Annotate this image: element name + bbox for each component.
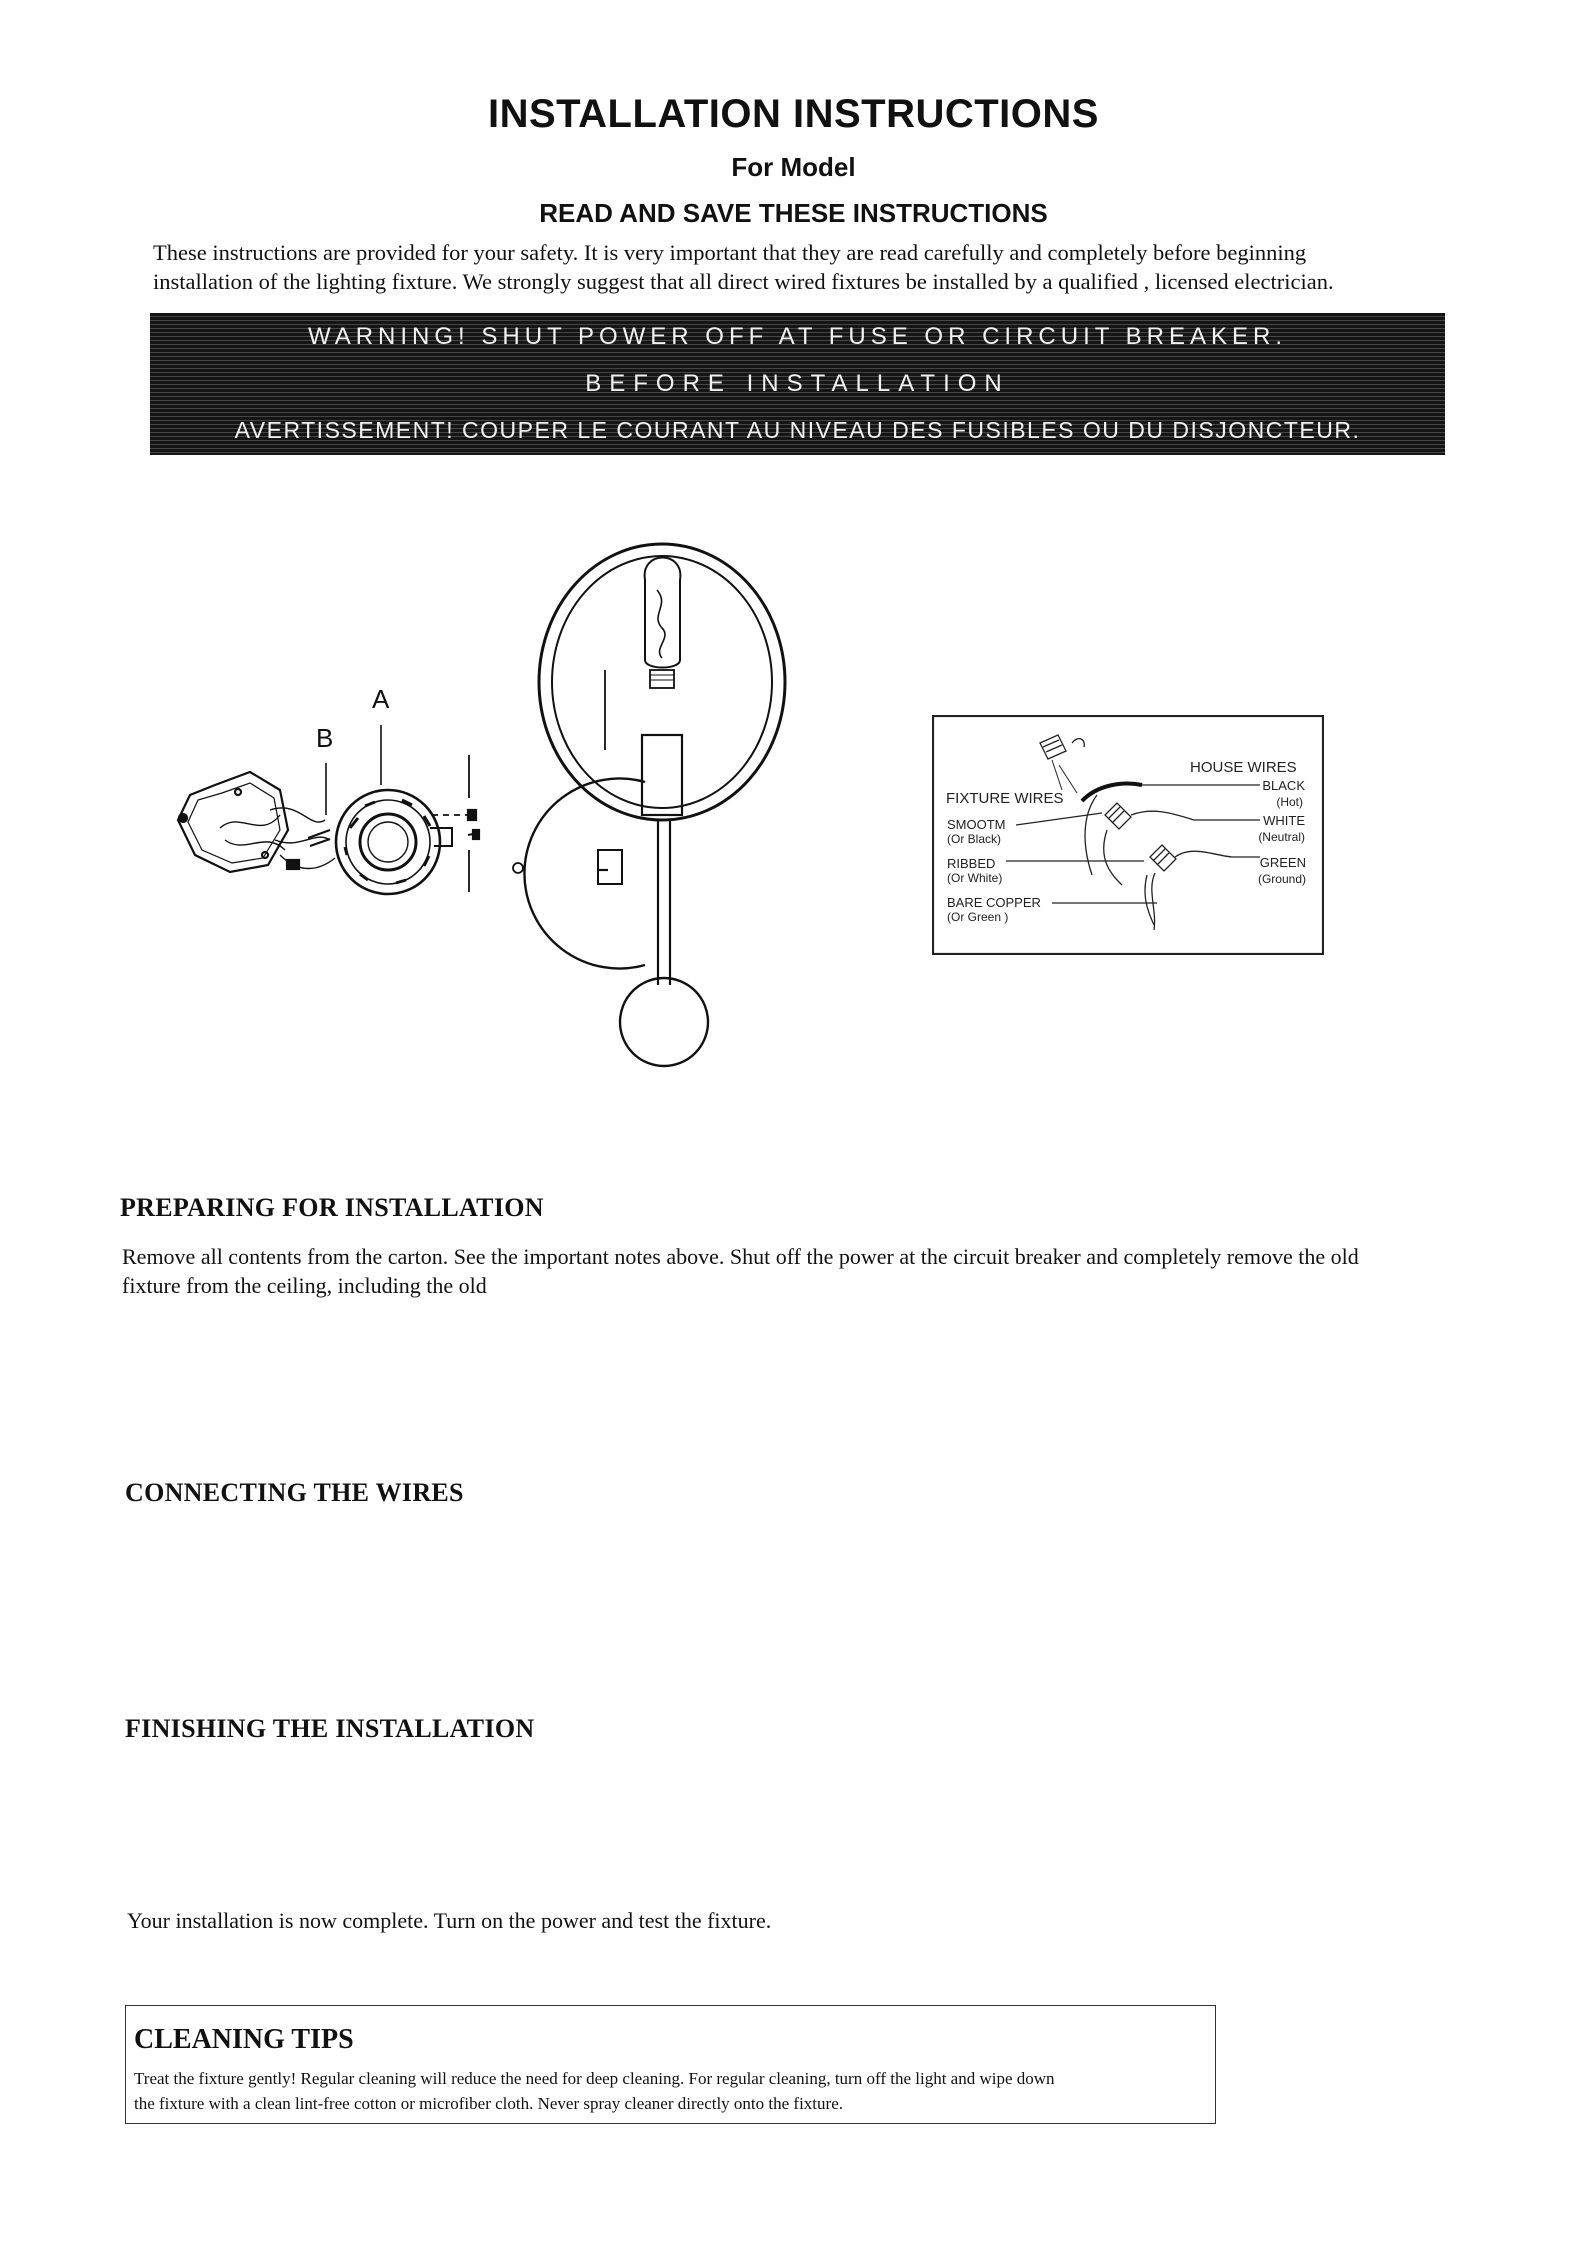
black-sub-label: (Hot) [1276,795,1303,809]
fixture-diagram [150,510,930,1100]
page-title: INSTALLATION INSTRUCTIONS [488,92,1099,136]
preparing-line-2: fixture from the ceiling, including the old [122,1273,487,1298]
warning-line-2: BEFORE INSTALLATION [585,370,1010,397]
cleaning-tips-box [125,2005,1216,2124]
intro-line-2: installation of the lighting fixture. We strongly suggest that all direct wired fixtures be installed by a qualified , licensed electrician. [153,269,1334,294]
fixture-sconce-icon [513,544,785,1066]
black-label: BLACK [1262,778,1305,793]
intro-line-1: These instructions are provided for your safety. It is very important that they are read carefully and completely before beginning [153,240,1307,265]
cleaning-heading: CLEANING TIPS [134,2024,354,2055]
read-save-heading: READ AND SAVE THESE INSTRUCTIONS [539,198,1048,228]
label-a: A [372,684,390,714]
cleaning-line-2: the fixture with a clean lint-free cotton or microfiber cloth. Never spray cleaner directly onto the fixture. [134,2094,843,2113]
smooth-sub-label: (Or Black) [947,832,1001,846]
complete-line: Your installation is now complete. Turn on the power and test the fixture. [127,1908,772,1933]
green-label: GREEN [1259,855,1306,870]
fixture-wires-label: FIXTURE WIRES [946,790,1064,807]
smooth-label: SMOOTM [947,817,1006,832]
warning-line-3: AVERTISSEMENT! COUPER LE COURANT AU NIVEAU DES FUSIBLES OU DU DISJONCTEUR. [234,417,1361,443]
warning-banner [150,313,1445,455]
preparing-line-1: Remove all contents from the carton. See the important notes above. Shut off the power at the circuit breaker and completely remove the old [122,1244,1359,1269]
complete-text [127,1906,771,1935]
bare-copper-label: BARE COPPER [947,895,1041,910]
intro-paragraph [153,238,1453,296]
model-subtitle: For Model [731,152,856,182]
ribbed-label: RIBBED [947,856,996,871]
warning-line-1: WARNING! SHUT POWER OFF AT FUSE OR CIRCUIT BREAKER. [307,323,1288,350]
ribbed-sub-label: (Or White) [947,871,1003,885]
wiring-diagram [932,715,1324,955]
white-sub-label: (Neutral) [1258,830,1305,844]
preparing-paragraph [122,1242,1359,1300]
label-b: B [316,723,334,753]
preparing-heading: PREPARING FOR INSTALLATION [120,1193,544,1222]
finishing-heading: FINISHING THE INSTALLATION [125,1714,535,1743]
cleaning-line-1: Treat the fixture gently! Regular cleaning will reduce the need for deep cleaning. For regular cleaning, turn off the light and wipe down [134,2069,1055,2088]
junction-box-icon [178,772,335,872]
cleaning-paragraph [134,2066,1055,2116]
green-sub-label: (Ground) [1257,872,1306,886]
mounting-plate-icon [336,790,479,894]
house-wires-label: HOUSE WIRES [1190,759,1297,776]
bare-copper-sub-label: (Or Green ) [947,910,1009,924]
white-label: WHITE [1263,813,1305,828]
connecting-heading: CONNECTING THE WIRES [125,1478,464,1507]
